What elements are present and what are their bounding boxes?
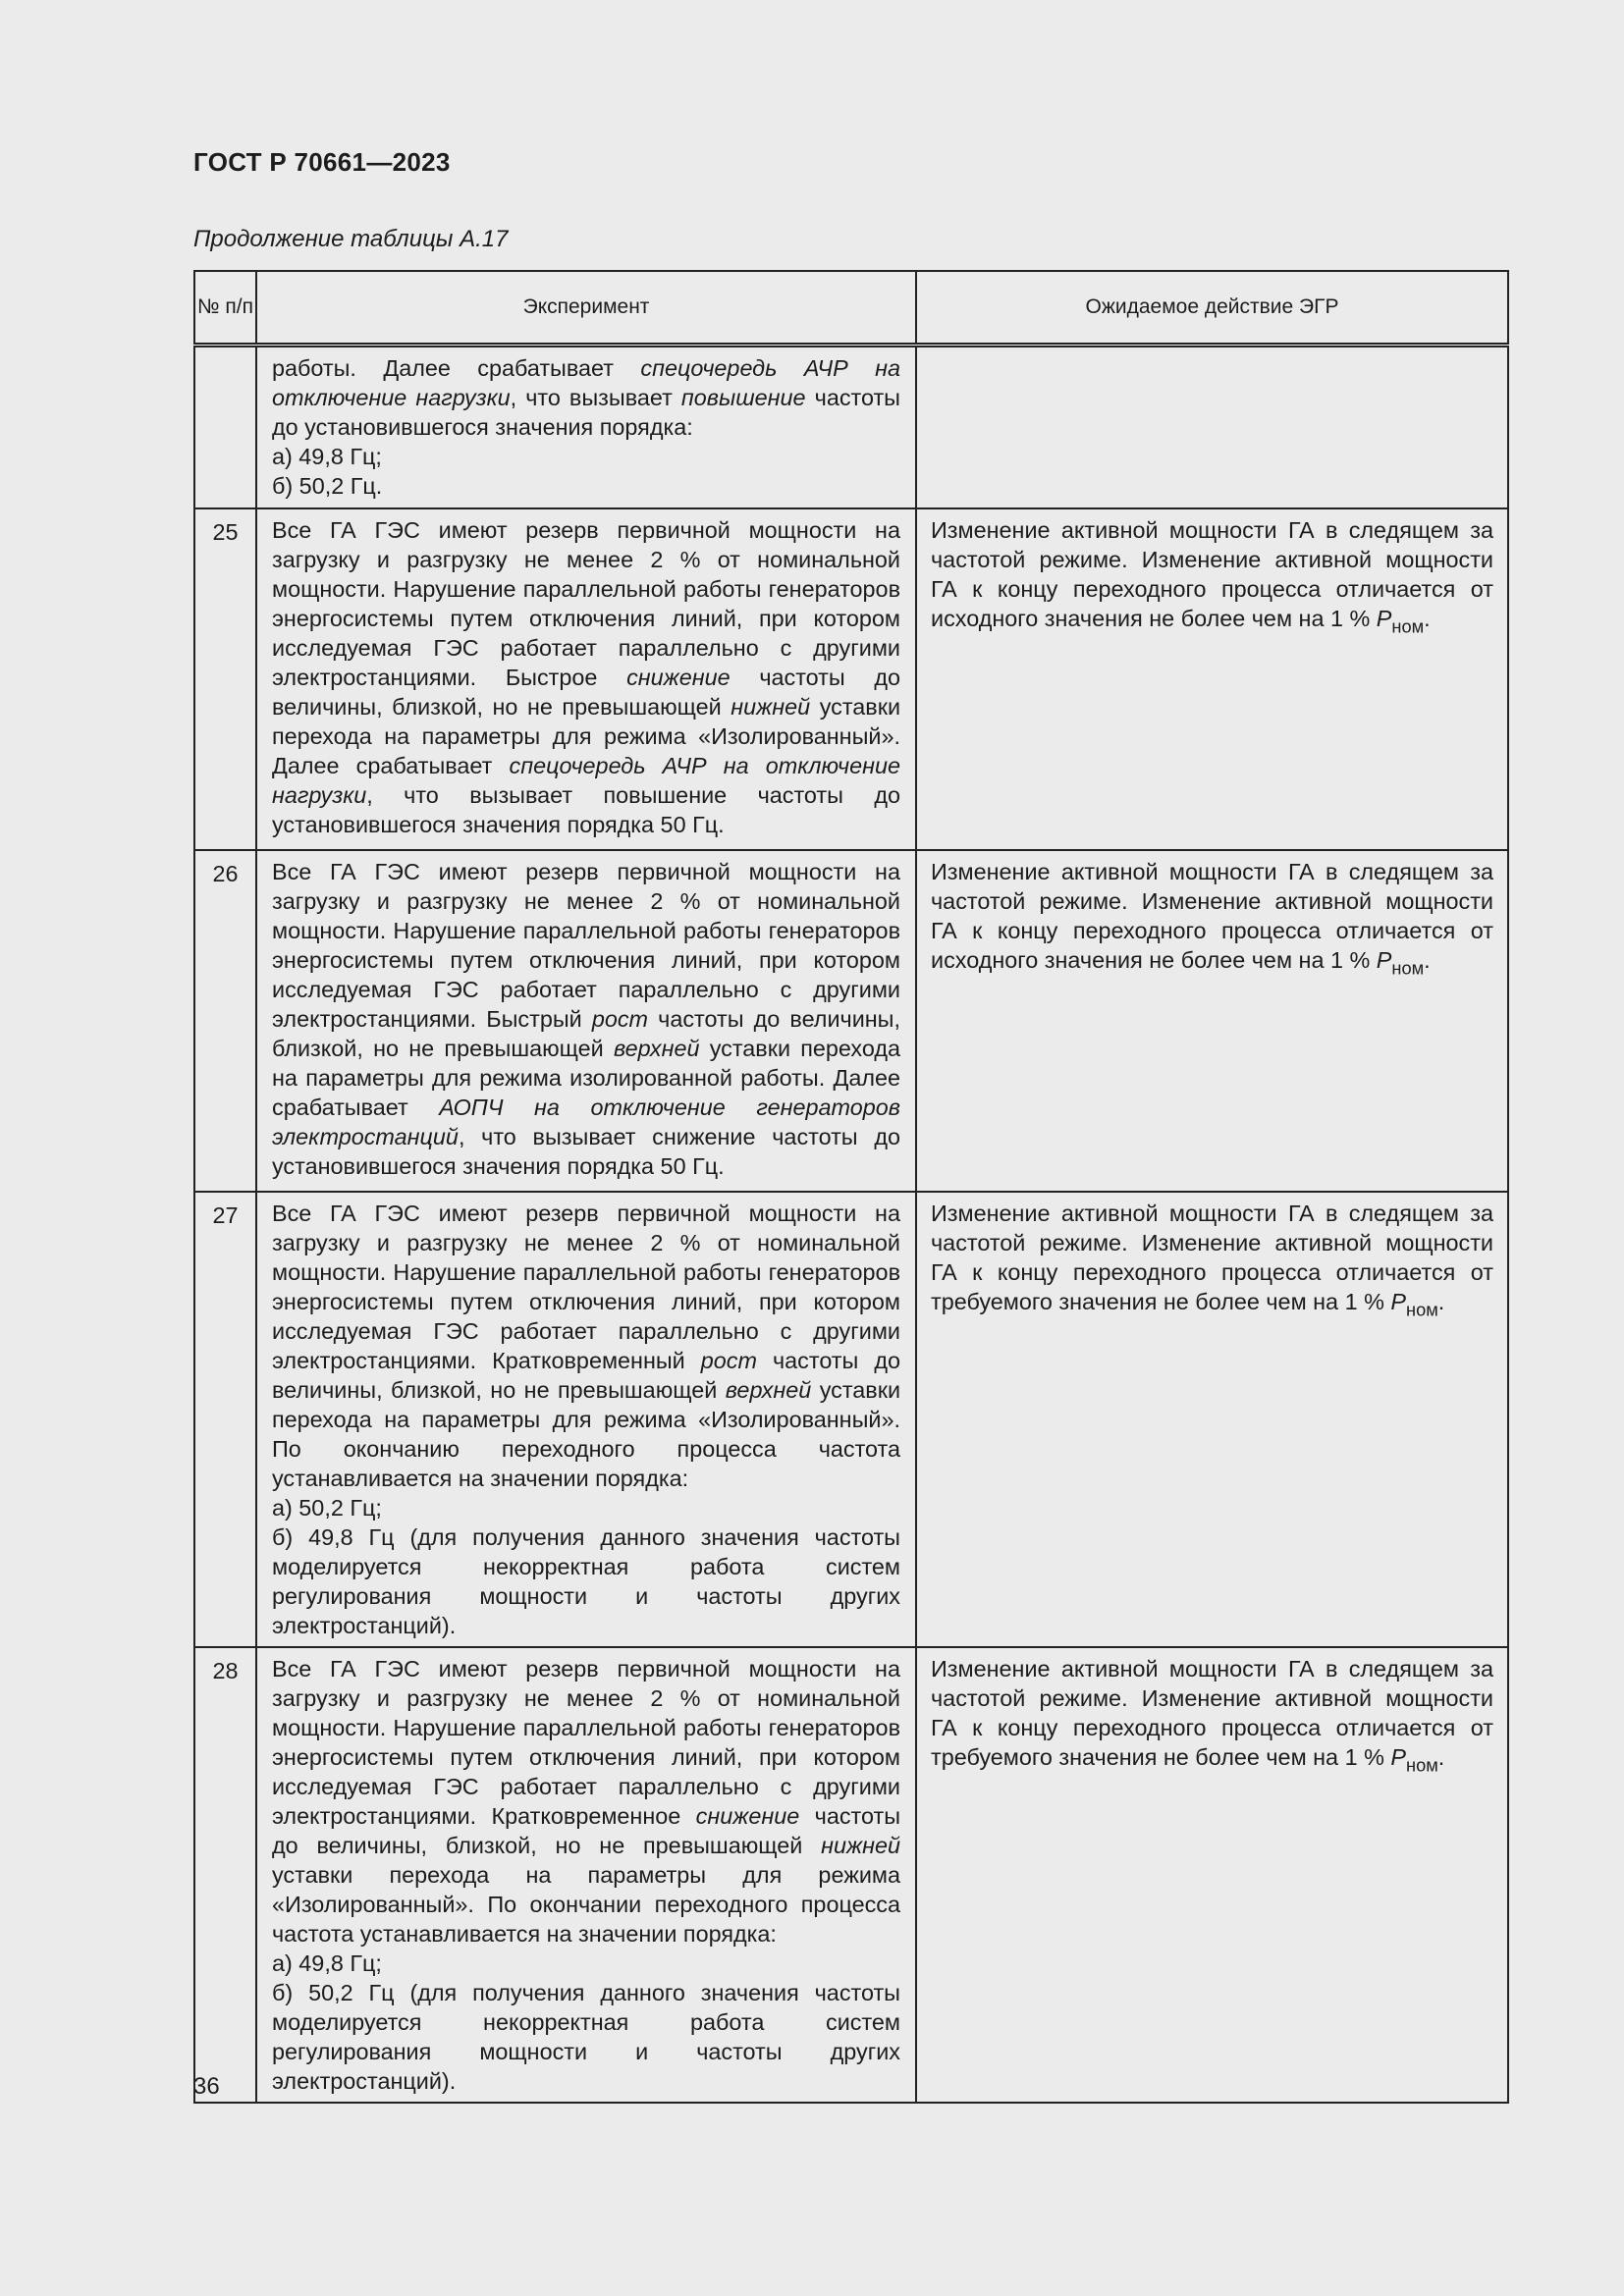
- document-code: ГОСТ Р 70661—2023: [193, 147, 451, 177]
- row-experiment: работы. Далее срабатывает спецочередь АЧР на отключение нагрузки, что вызывает повышение частоты до установившегося значения порядка: а) 49,8 Гц; б) 50,2 Гц.: [256, 346, 916, 508]
- experiment-table: [193, 270, 1509, 2104]
- table-row: [194, 1192, 1508, 1647]
- table-header-row: [194, 271, 1508, 346]
- row-expected: [916, 346, 1508, 508]
- table-row: [194, 508, 1508, 850]
- row-number: [194, 346, 256, 508]
- page-number: 36: [193, 2073, 220, 2100]
- table-row: [194, 346, 1508, 508]
- row-experiment: Все ГА ГЭС имеют резерв первичной мощности на загрузку и разгрузку не менее 2 % от номинальной мощности. Нарушение параллельной работы генераторов энергосистемы путем отключения линий, при котором исследуемая ГЭС работает параллельно с другими электростанциями. Быстрое снижение частоты до величины, близкой, но не превышающей нижней уставки перехода на параметры для режима «Изолированный». Далее срабатывает спецочередь АЧР на отключение нагрузки, что вызывает повышение частоты до установившегося значения порядка 50 Гц.: [256, 508, 916, 850]
- row-expected: Изменение активной мощности ГА в следящем за частотой режиме. Изменение активной мощности ГА к концу переходного процесса отличается от исходного значения не более чем на 1 % $P_{ном}$.: [916, 508, 1508, 850]
- row-experiment: Все ГА ГЭС имеют резерв первичной мощности на загрузку и разгрузку не менее 2 % от номинальной мощности. Нарушение параллельной работы генераторов энергосистемы путем отключения линий, при котором исследуемая ГЭС работает параллельно с другими электростанциями. Кратковременное снижение частоты до величины, близкой, но не превышающей нижней уставки перехода на параметры для режима «Изолированный». По окончании переходного процесса частота устанавливается на значении порядка: а) 49,8 Гц; б) 50,2 Гц (для получения данного значения частоты моделируется некорректная работа систем регулирования мощности и частоты других электростанций).: [256, 1647, 916, 2103]
- row-number: 26: [194, 850, 256, 1192]
- row-expected: Изменение активной мощности ГА в следящем за частотой режиме. Изменение активной мощности ГА к концу переходного процесса отличается от требуемого значения не более чем на 1 % $P_{ном}$.: [916, 1192, 1508, 1647]
- table-row: [194, 1647, 1508, 2103]
- row-experiment: Все ГА ГЭС имеют резерв первичной мощности на загрузку и разгрузку не менее 2 % от номинальной мощности. Нарушение параллельной работы генераторов энергосистемы путем отключения линий, при котором исследуемая ГЭС работает параллельно с другими электростанциями. Кратковременный рост частоты до величины, близкой, но не превышающей верхней уставки перехода на параметры для режима «Изолированный». По окончанию переходного процесса частота устанавливается на значении порядка: а) 50,2 Гц; б) 49,8 Гц (для получения данного значения частоты моделируется некорректная работа систем регулирования мощности и частоты других электростанций).: [256, 1192, 916, 1647]
- row-number: 28: [194, 1647, 256, 2103]
- header-number: № п/п: [194, 271, 256, 346]
- header-experiment: Эксперимент: [256, 271, 916, 346]
- table-caption: Продолжение таблицы А.17: [193, 226, 509, 252]
- table-row: [194, 850, 1508, 1192]
- row-number: 27: [194, 1192, 256, 1647]
- row-number: 25: [194, 508, 256, 850]
- row-expected: Изменение активной мощности ГА в следящем за частотой режиме. Изменение активной мощности ГА к концу переходного процесса отличается от требуемого значения не более чем на 1 % $P_{ном}$.: [916, 1647, 1508, 2103]
- row-experiment: Все ГА ГЭС имеют резерв первичной мощности на загрузку и разгрузку не менее 2 % от номинальной мощности. Нарушение параллельной работы генераторов энергосистемы путем отключения линий, при котором исследуемая ГЭС работает параллельно с другими электростанциями. Быстрый рост частоты до величины, близкой, но не превышающей верхней уставки перехода на параметры для режима изолированной работы. Далее срабатывает АОПЧ на отключение генераторов электростанций, что вызывает снижение частоты до установившегося значения порядка 50 Гц.: [256, 850, 916, 1192]
- row-expected: Изменение активной мощности ГА в следящем за частотой режиме. Изменение активной мощности ГА к концу переходного процесса отличается от исходного значения не более чем на 1 % $P_{ном}$.: [916, 850, 1508, 1192]
- header-expected-action: Ожидаемое действие ЭГР: [916, 271, 1508, 346]
